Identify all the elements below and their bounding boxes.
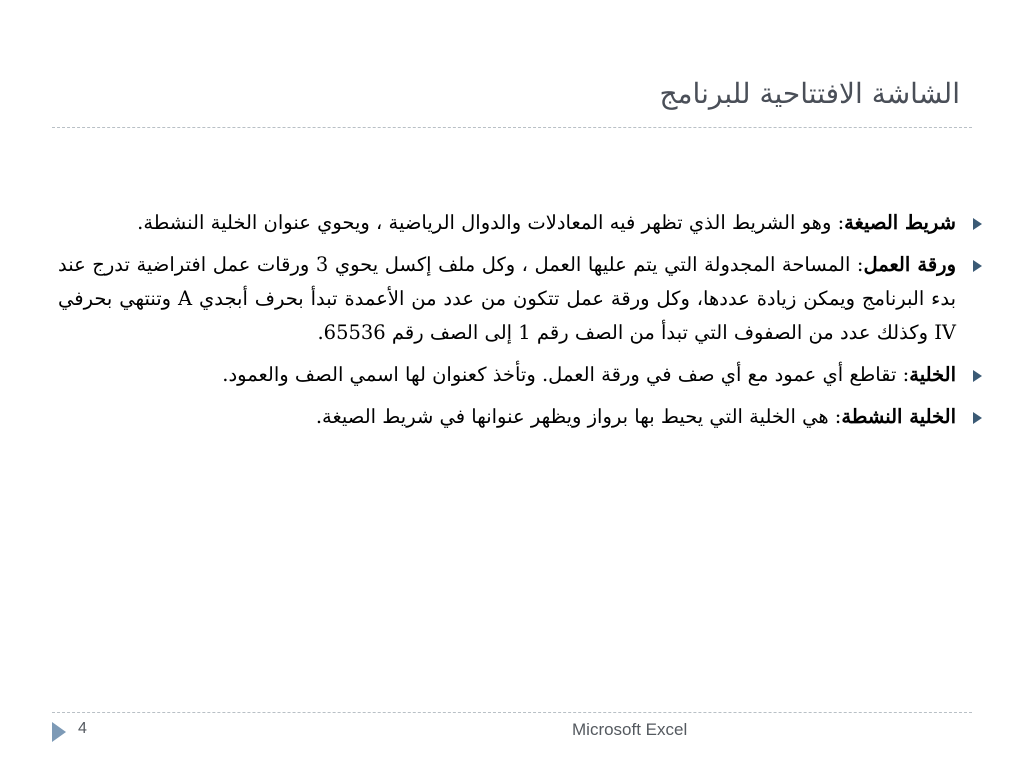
bullet-text: : وهو الشريط الذي تظهر فيه المعادلات والدوال الرياضية ، ويحوي عنوان الخلية النشطة. [137, 211, 845, 234]
bullet-arrow-icon [973, 218, 982, 230]
bullet-arrow-icon [973, 370, 982, 382]
footer-text: Microsoft Excel [572, 720, 688, 739]
footer-divider [52, 712, 972, 713]
bullet-text: : هي الخلية التي يحيط بها برواز ويظهر عنوانها في شريط الصيغة. [315, 405, 842, 428]
bullet-item-formula-bar [58, 206, 988, 240]
bullet-item-worksheet [58, 248, 988, 350]
bullet-term: الخلية [909, 363, 956, 386]
footer-arrow-icon [52, 722, 66, 742]
bullet-term: ورقة العمل [863, 253, 956, 276]
bullet-list [58, 206, 988, 442]
bullet-item-cell [58, 358, 988, 392]
title-divider [52, 127, 972, 128]
page-number: 4 [78, 720, 87, 737]
bullet-arrow-icon [973, 412, 982, 424]
bullet-item-active-cell [58, 400, 988, 434]
bullet-arrow-icon [973, 260, 982, 272]
bullet-text: : المساحة المجدولة التي يتم عليها العمل ، وكل ملف إكسل يحوي 3 ورقات عمل افتراضية تدرج عند بدء البرنامج ويمكن زيادة عددها، وكل ورقة عمل تتكون من عدد من الأعمدة تبدأ بحرف أبجدي A وتنتهي بحرفي IV وكذلك عدد من الصفوف التي تبدأ من الصف رقم 1 إلى الصف رقم 65536. [58, 253, 956, 344]
bullet-term: الخلية النشطة [841, 405, 956, 428]
bullet-term: شريط الصيغة [844, 211, 956, 234]
slide-title: الشاشة الافتتاحية للبرنامج [659, 77, 960, 110]
bullet-text: : تقاطع أي عمود مع أي صف في ورقة العمل. وتأخذ كعنوان لها اسمي الصف والعمود. [222, 363, 910, 386]
